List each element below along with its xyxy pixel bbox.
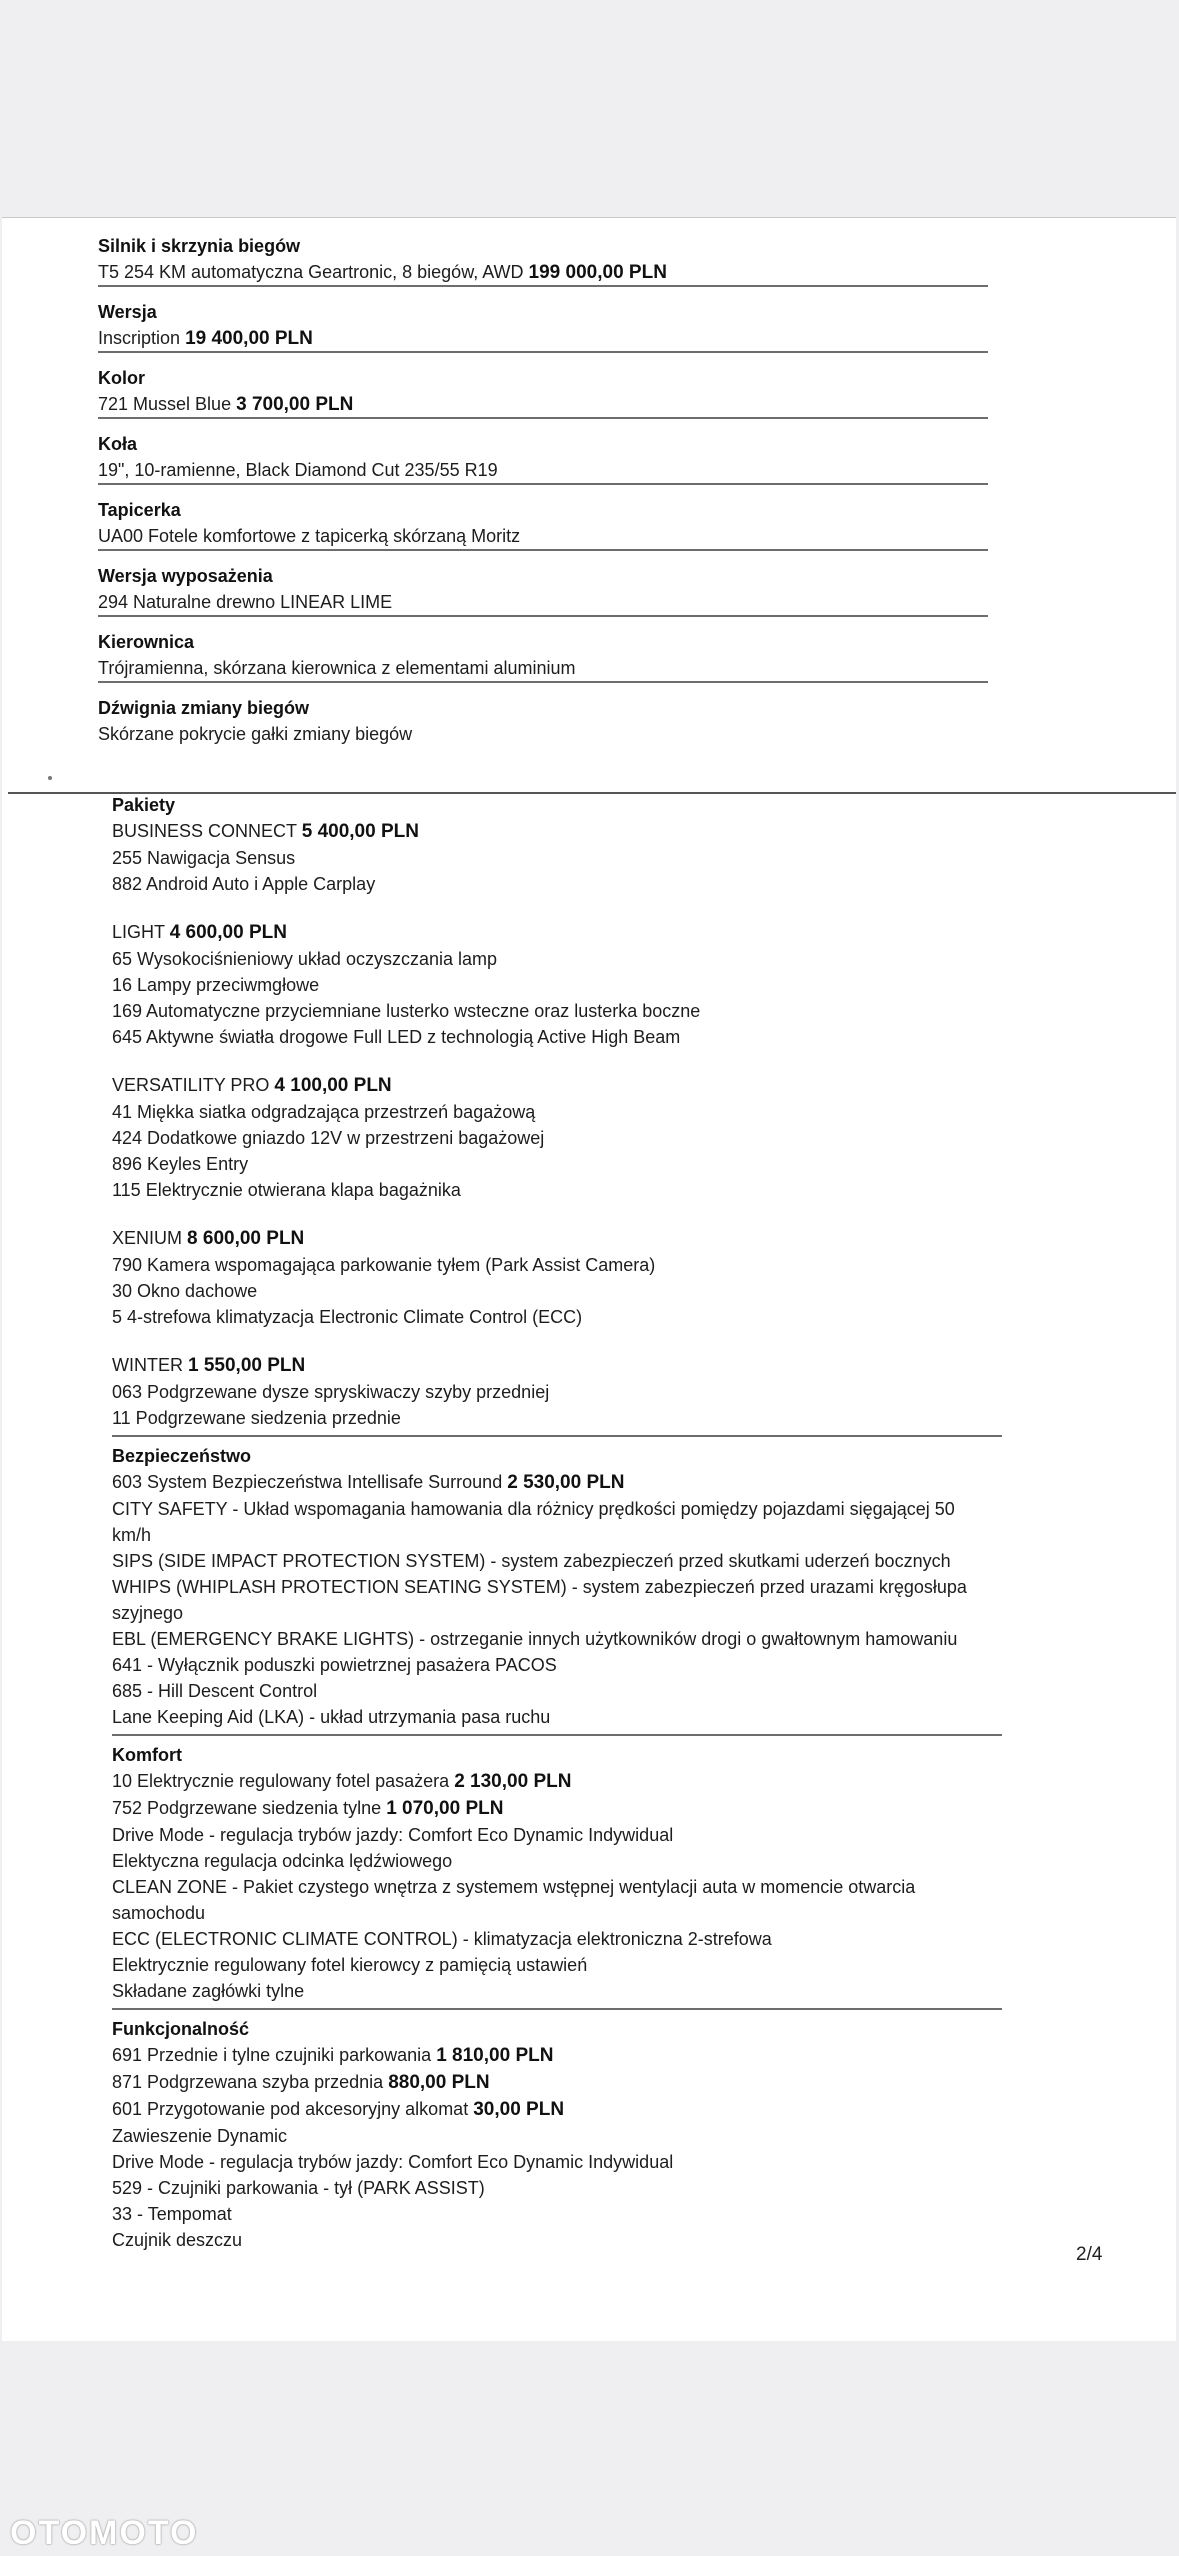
- komfort-section: [112, 1742, 1002, 2010]
- spec-section-title: Kierownica: [98, 632, 195, 652]
- configuration-bottom-section: [112, 792, 1002, 2253]
- spec-line: [112, 2201, 992, 2227]
- package-group: [112, 919, 1002, 1050]
- packages-list: [112, 818, 1002, 1431]
- package-item: 41 Miękka siatka odgradzająca przestrzeń bagażową: [112, 1102, 536, 1122]
- spec-line: [112, 1652, 992, 1678]
- bezpieczenstwo-section: [112, 1443, 1002, 1736]
- spec-text: 33 - Tempomat: [112, 2204, 232, 2224]
- spec-section: [98, 623, 988, 683]
- spec-section: [98, 227, 988, 287]
- komfort-lines: [112, 1768, 1002, 2004]
- package-name: LIGHT: [112, 922, 165, 942]
- pakiety-title: Pakiety: [112, 795, 176, 815]
- package-item: 063 Podgrzewane dysze spryskiwaczy szyby przedniej: [112, 1382, 550, 1402]
- spec-line: [98, 325, 988, 352]
- spec-section-title: Koła: [98, 434, 138, 454]
- spec-text: 641 - Wyłącznik poduszki powietrznej pasażera PACOS: [112, 1655, 557, 1675]
- spec-line: [112, 2149, 992, 2175]
- package-group: [112, 1352, 1002, 1431]
- spec-section: [98, 491, 988, 551]
- spec-price: 30,00 PLN: [473, 2099, 565, 2120]
- spec-price: 2 130,00 PLN: [454, 1771, 572, 1792]
- spec-text: ECC (ELECTRONIC CLIMATE CONTROL) - klimatyzacja elektroniczna 2-strefowa: [112, 1929, 772, 1949]
- spec-section-title: Wersja: [98, 302, 157, 322]
- spec-price: 2 530,00 PLN: [507, 1472, 625, 1493]
- package-item: 645 Aktywne światła drogowe Full LED z technologią Active High Beam: [112, 1027, 681, 1047]
- spec-line: [98, 721, 988, 747]
- spec-text: 10 Elektrycznie regulowany fotel pasażera: [112, 1771, 450, 1791]
- package-price: 8 600,00 PLN: [187, 1228, 305, 1249]
- spec-text: 871 Podgrzewana szyba przednia: [112, 2072, 384, 2092]
- package-item: 115 Elektrycznie otwierana klapa bagażnika: [112, 1180, 461, 1200]
- spec-text: 529 - Czujniki parkowania - tył (PARK ASSIST): [112, 2178, 485, 2198]
- package-price: 4 600,00 PLN: [169, 922, 287, 943]
- package-name: VERSATILITY PRO: [112, 1075, 270, 1095]
- spec-line: [112, 1874, 992, 1926]
- spec-text: Trójramienna, skórzana kierownica z elementami aluminium: [98, 658, 576, 678]
- scan-dot: [48, 776, 52, 780]
- spec-text: WHIPS (WHIPLASH PROTECTION SEATING SYSTEM) - system zabezpieczeń przed urazami kręgosłupa szyjnego: [112, 1577, 967, 1623]
- spec-section: [98, 425, 988, 485]
- package-item: 65 Wysokociśnieniowy układ oczyszczania lamp: [112, 949, 498, 969]
- package-item: 30 Okno dachowe: [112, 1281, 258, 1301]
- otomoto-watermark: OTOMOTO: [10, 2514, 199, 2552]
- spec-text: CLEAN ZONE - Pakiet czystego wnętrza z systemem wstępnej wentylacji auta w momencie otwarcia samochodu: [112, 1877, 916, 1923]
- spec-section: [98, 557, 988, 617]
- spec-line: [98, 259, 988, 286]
- package-price: 4 100,00 PLN: [274, 1075, 392, 1096]
- package-group: [112, 1072, 1002, 1203]
- spec-price: 3 700,00 PLN: [236, 394, 354, 415]
- spec-line: [112, 2175, 992, 2201]
- spec-text: Elektrycznie regulowany fotel kierowcy z pamięcią ustawień: [112, 1955, 588, 1975]
- spec-line: [112, 2096, 992, 2123]
- spec-price: 1 070,00 PLN: [386, 1798, 504, 1819]
- spec-line: [98, 457, 988, 483]
- bezpieczenstwo-title: Bezpieczeństwo: [112, 1446, 252, 1466]
- spec-line: [112, 1768, 992, 1795]
- page-number: 2/4: [1076, 2244, 1103, 2265]
- spec-line: [112, 1926, 992, 1952]
- spec-line: [98, 589, 988, 615]
- spec-line: [112, 1795, 992, 1822]
- spec-price: 1 810,00 PLN: [436, 2045, 554, 2066]
- spec-section-title: Tapicerka: [98, 500, 181, 520]
- package-item: 255 Nawigacja Sensus: [112, 848, 296, 868]
- spec-text: Elektyczna regulacja odcinka lędźwiowego: [112, 1851, 453, 1871]
- spec-text: Drive Mode - regulacja trybów jazdy: Comfort Eco Dynamic Indywidual: [112, 2152, 674, 2172]
- spec-text: 294 Naturalne drewno LINEAR LIME: [98, 592, 393, 612]
- spec-text: Skórzane pokrycie gałki zmiany biegów: [98, 724, 413, 744]
- package-price: 1 550,00 PLN: [188, 1355, 306, 1376]
- spec-text: Inscription: [98, 328, 181, 348]
- spec-section: [98, 689, 988, 749]
- spec-text: Lane Keeping Aid (LKA) - układ utrzymania pasa ruchu: [112, 1707, 551, 1727]
- package-item: 790 Kamera wspomagająca parkowanie tyłem (Park Assist Camera): [112, 1255, 656, 1275]
- spec-line: [112, 1678, 992, 1704]
- spec-text: 601 Przygotowanie pod akcesoryjny alkomat: [112, 2099, 469, 2119]
- spec-text: T5 254 KM automatyczna Geartronic, 8 biegów, AWD: [98, 262, 524, 282]
- package-header: [112, 919, 1002, 946]
- spec-text: 685 - Hill Descent Control: [112, 1681, 318, 1701]
- package-item: 169 Automatyczne przyciemniane lusterko wsteczne oraz lusterka boczne: [112, 1001, 701, 1021]
- package-item: 11 Podgrzewane siedzenia przednie: [112, 1408, 401, 1428]
- package-item: 5 4-strefowa klimatyzacja Electronic Climate Control (ECC): [112, 1307, 583, 1327]
- package-header: [112, 818, 1002, 845]
- spec-text: 721 Mussel Blue: [98, 394, 232, 414]
- spec-text: Zawieszenie Dynamic: [112, 2126, 288, 2146]
- spec-text: 603 System Bezpieczeństwa Intellisafe Surround: [112, 1472, 503, 1492]
- spec-text: Drive Mode - regulacja trybów jazdy: Comfort Eco Dynamic Indywidual: [112, 1825, 674, 1845]
- spec-text: Czujnik deszczu: [112, 2230, 243, 2250]
- spec-line: [112, 1548, 992, 1574]
- package-group: [112, 1225, 1002, 1330]
- spec-text: 691 Przednie i tylne czujniki parkowania: [112, 2045, 432, 2065]
- spec-line: [98, 391, 988, 418]
- funkcjonalnosc-lines: [112, 2042, 1002, 2253]
- package-name: WINTER: [112, 1355, 183, 1375]
- spec-section: [98, 293, 988, 353]
- funkcjonalnosc-section: [112, 2016, 1002, 2253]
- package-group: [112, 818, 1002, 897]
- pakiety-section: [112, 792, 1002, 1437]
- package-name: XENIUM: [112, 1228, 183, 1248]
- package-header: [112, 1072, 1002, 1099]
- package-header: [112, 1225, 1002, 1252]
- funkcjonalnosc-title: Funkcjonalność: [112, 2019, 250, 2039]
- package-name: BUSINESS CONNECT: [112, 821, 297, 841]
- spec-section-title: Kolor: [98, 368, 145, 388]
- package-item: 424 Dodatkowe gniazdo 12V w przestrzeni bagażowej: [112, 1128, 545, 1148]
- spec-line: [112, 1704, 992, 1730]
- spec-line: [112, 1822, 992, 1848]
- spec-line: [112, 1978, 992, 2004]
- configuration-top-section: [98, 227, 988, 755]
- spec-line: [112, 1848, 992, 1874]
- spec-line: [112, 2227, 992, 2253]
- spec-text: Składane zagłówki tylne: [112, 1981, 305, 2001]
- spec-section-title: Dźwignia zmiany biegów: [98, 698, 310, 718]
- spec-text: EBL (EMERGENCY BRAKE LIGHTS) - ostrzeganie innych użytkowników drogi o gwałtownym hamowaniu: [112, 1629, 958, 1649]
- spec-line: [112, 1496, 992, 1548]
- spec-text: SIPS (SIDE IMPACT PROTECTION SYSTEM) - system zabezpieczeń przed skutkami uderzeń bocznych: [112, 1551, 951, 1571]
- spec-section-title: Silnik i skrzynia biegów: [98, 236, 301, 256]
- package-item: 882 Android Auto i Apple Carplay: [112, 874, 376, 894]
- spec-line: [98, 523, 988, 549]
- spec-text: 752 Podgrzewane siedzenia tylne: [112, 1798, 382, 1818]
- spec-price: 199 000,00 PLN: [528, 262, 667, 283]
- spec-text: UA00 Fotele komfortowe z tapicerką skórzaną Moritz: [98, 526, 521, 546]
- bezpieczenstwo-lines: [112, 1469, 1002, 1730]
- spec-text: CITY SAFETY - Układ wspomagania hamowania dla różnicy prędkości pomiędzy pojazdami sięgającej 50 km/h: [112, 1499, 955, 1545]
- spec-line: [112, 2069, 992, 2096]
- spec-section: [98, 359, 988, 419]
- spec-line: [112, 1574, 992, 1626]
- package-header: [112, 1352, 1002, 1379]
- package-item: 16 Lampy przeciwmgłowe: [112, 975, 320, 995]
- spec-price: 19 400,00 PLN: [185, 328, 313, 349]
- spec-line: [112, 1469, 992, 1496]
- spec-line: [112, 2042, 992, 2069]
- spec-price: 880,00 PLN: [388, 2072, 490, 2093]
- spec-line: [112, 1952, 992, 1978]
- package-price: 5 400,00 PLN: [301, 821, 419, 842]
- spec-line: [112, 1626, 992, 1652]
- spec-line: [112, 2123, 992, 2149]
- spec-section-title: Wersja wyposażenia: [98, 566, 273, 586]
- spec-line: [98, 655, 988, 681]
- package-item: 896 Keyles Entry: [112, 1154, 249, 1174]
- komfort-title: Komfort: [112, 1745, 182, 1765]
- spec-text: 19", 10-ramienne, Black Diamond Cut 235/55 R19: [98, 460, 498, 480]
